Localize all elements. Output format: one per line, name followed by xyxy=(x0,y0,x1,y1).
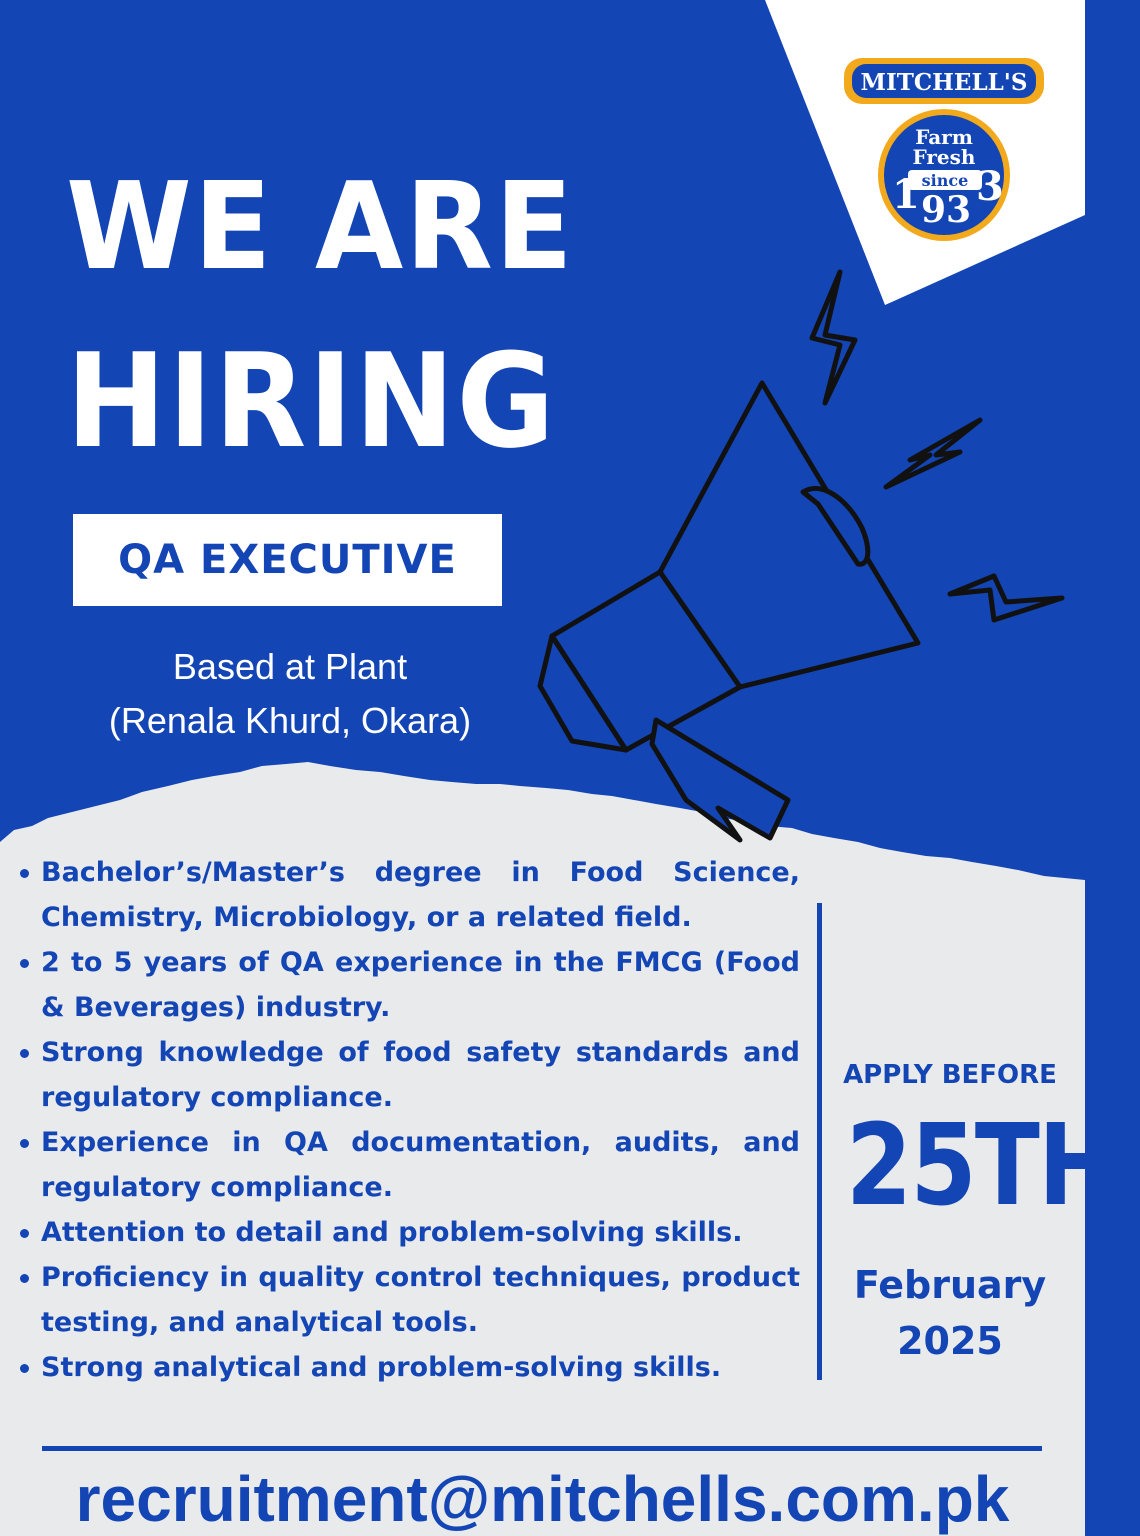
requirement-item: Bachelor’s/Master’s degree in Food Science, Chemistry, Microbiology, or a related field. xyxy=(14,850,800,940)
requirement-item: Proficiency in quality control techniques, product testing, and analytical tools. xyxy=(14,1255,800,1345)
requirement-item: Experience in QA documentation, audits, and regulatory compliance. xyxy=(14,1120,800,1210)
role-title: QA EXECUTIVE xyxy=(118,537,457,583)
headline-line-1: WE ARE xyxy=(66,158,575,297)
requirement-item: Strong knowledge of food safety standards and regulatory compliance. xyxy=(14,1030,800,1120)
contact-email[interactable]: recruitment@mitchells.com.pk xyxy=(75,1463,1010,1535)
requirement-item: Strong analytical and problem-solving skills. xyxy=(14,1345,800,1390)
logo-badge-line1: Farm xyxy=(915,125,973,149)
logo-brand-text: MITCHELL'S xyxy=(860,69,1028,96)
logo-badge-year-c: 3 xyxy=(976,163,1004,210)
requirement-item: 2 to 5 years of QA experience in the FMCG (Food & Beverages) industry. xyxy=(14,940,800,1030)
horizontal-divider xyxy=(42,1446,1042,1451)
logo-badge-since: since xyxy=(921,171,969,190)
deadline-month: February xyxy=(853,1263,1047,1307)
requirements-list xyxy=(14,850,800,1390)
deadline-year: 2025 xyxy=(897,1319,1003,1363)
location-line-2: (Renala Khurd, Okara) xyxy=(108,700,472,741)
location-line-1: Based at Plant xyxy=(172,646,408,687)
logo-badge-year-b: 93 xyxy=(920,189,972,231)
lightning-icon xyxy=(886,420,980,487)
lightning-icon xyxy=(812,272,855,403)
logo-badge-line2: Fresh xyxy=(912,145,976,169)
requirement-item: Attention to detail and problem-solving skills. xyxy=(14,1210,800,1255)
megaphone-icon xyxy=(540,383,918,840)
deadline-day-text: 25TH xyxy=(845,1101,1117,1231)
location xyxy=(40,640,540,748)
logo-badge-year-a: 1 xyxy=(892,171,920,218)
lightning-icon xyxy=(950,576,1062,620)
role-badge xyxy=(73,514,502,606)
apply-before-label: APPLY BEFORE xyxy=(843,1060,1057,1090)
deadline-day xyxy=(822,1101,1117,1231)
headline-line-2: HIRING xyxy=(66,325,557,477)
